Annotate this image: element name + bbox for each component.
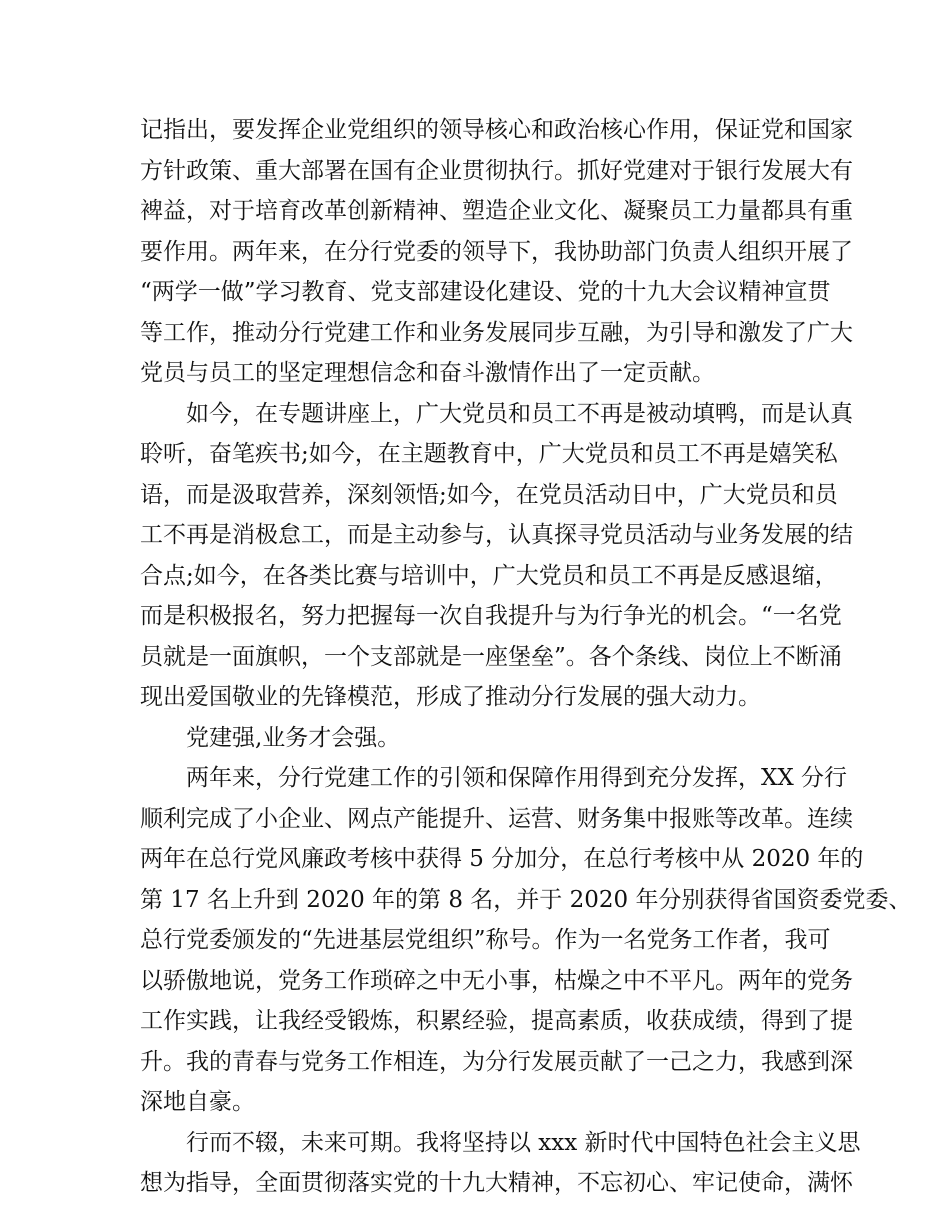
text-line: 等工作，推动分行党建工作和业务发展同步互融，为引导和激发了广大 bbox=[140, 319, 853, 346]
paragraph bbox=[140, 110, 853, 394]
text-line: 想为指导，全面贯彻落实党的十九大精神，不忘初心、牢记使命，满怀 bbox=[140, 1170, 853, 1196]
text-line: 行而不辍，未来可期。我将坚持以 xxx 新时代中国特色社会主义思 bbox=[186, 1129, 861, 1156]
text-line: 两年来，分行党建工作的引领和保障作用得到充分发挥，XX 分行 bbox=[186, 765, 848, 791]
text-line: 两年在总行党风廉政考核中获得 5 分加分，在总行考核中从 2020 年的 bbox=[140, 846, 864, 872]
text-line: 员就是一面旗帜，一个支部就是一座堡垒”。各个条线、岗位上不断涌 bbox=[140, 643, 842, 670]
text-line: 语，而是汲取营养，深刻领悟;如今，在党员活动日中，广大党员和员 bbox=[140, 481, 838, 508]
text-line: 升。我的青春与党务工作相连，为分行发展贡献了一己之力，我感到深 bbox=[140, 1048, 853, 1075]
text-line: 总行党委颁发的“先进基层党组织”称号。作为一名党务工作者，我可 bbox=[140, 927, 831, 953]
text-line: 以骄傲地说，党务工作琐碎之中无小事，枯燥之中不平凡。两年的党务 bbox=[140, 967, 853, 994]
text-line: 党建强,业务才会强。 bbox=[186, 724, 401, 751]
text-line: 现出爱国敬业的先锋模范，形成了推动分行发展的强大动力。 bbox=[140, 684, 761, 710]
text-line: 聆听，奋笔疾书;如今，在主题教育中，广大党员和员工不再是嬉笑私 bbox=[140, 441, 838, 467]
paragraph bbox=[140, 718, 822, 759]
text-line: 党员与员工的坚定理想信念和奋斗激情作出了一定贡献。 bbox=[140, 360, 715, 386]
paragraph bbox=[140, 758, 912, 1123]
text-line: 合点;如今，在各类比赛与培训中，广大党员和员工不再是反感退缩， bbox=[140, 562, 838, 589]
text-line: “两学一做”学习教育、党支部建设化建设、党的十九大会议精神宣贯 bbox=[140, 279, 831, 305]
text-line: 方针政策、重大部署在国有企业贯彻执行。抓好党建对于银行发展大有 bbox=[140, 157, 853, 184]
text-line: 如今，在专题讲座上，广大党员和员工不再是被动填鸭，而是认真 bbox=[186, 400, 853, 427]
text-line: 要作用。两年来，在分行党委的领导下，我协助部门负责人组织开展了 bbox=[140, 238, 853, 265]
text-line: 工作实践，让我经受锻炼，积累经验，提高素质，收获成绩，得到了提 bbox=[140, 1008, 853, 1034]
text-line: 而是积极报名，努力把握每一次自我提升与为行争光的机会。“一名党 bbox=[140, 603, 842, 629]
text-line: 记指出，要发挥企业党组织的领导核心和政治核心作用，保证党和国家 bbox=[140, 117, 853, 143]
text-line: 工不再是消极怠工，而是主动参与，认真探寻党员活动与业务发展的结 bbox=[140, 522, 853, 548]
paragraph bbox=[140, 1123, 861, 1204]
text-line: 裨益，对于培育改革创新精神、塑造企业文化、凝聚员工力量都具有重 bbox=[140, 198, 853, 224]
text-line: 第 17 名上升到 2020 年的第 8 名，并于 2020 年分别获得省国资委党委、 bbox=[140, 886, 912, 913]
text-line: 深地自豪。 bbox=[140, 1089, 255, 1115]
paragraph bbox=[140, 394, 853, 718]
document-body bbox=[140, 110, 912, 1204]
text-line: 顺利完成了小企业、网点产能提升、运营、财务集中报账等改革。连续 bbox=[140, 805, 853, 832]
